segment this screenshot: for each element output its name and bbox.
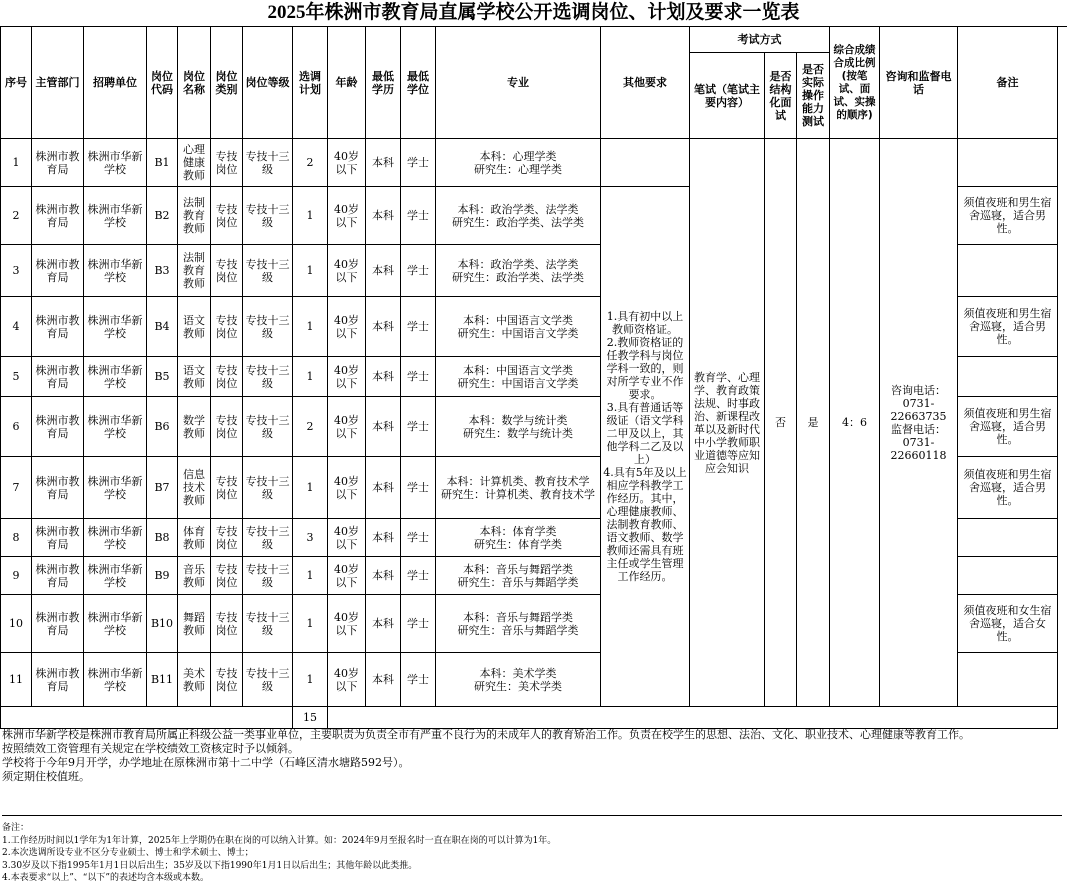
cell-plan: 1 bbox=[293, 595, 328, 653]
cell-name: 心理健康教师 bbox=[178, 139, 211, 187]
cell-remark: 须值夜班和男生宿舍巡寝，适合男性。 bbox=[958, 397, 1058, 457]
cell-code: B8 bbox=[147, 519, 178, 557]
cell-degree: 学士 bbox=[401, 139, 436, 187]
cell-seq: 9 bbox=[1, 557, 32, 595]
cell-category: 专技岗位 bbox=[211, 397, 243, 457]
cell-major: 本科：音乐与舞蹈学类 研究生：音乐与舞蹈学类 bbox=[436, 557, 601, 595]
cell-code: B11 bbox=[147, 653, 178, 707]
cell-seq: 7 bbox=[1, 457, 32, 519]
cell-unit: 株洲市华新学校 bbox=[84, 187, 147, 245]
cell-major: 本科：中国语言文学类 研究生：中国语言文学类 bbox=[436, 297, 601, 357]
cell-category: 专技岗位 bbox=[211, 187, 243, 245]
cell-seq: 10 bbox=[1, 595, 32, 653]
cell-name: 舞蹈教师 bbox=[178, 595, 211, 653]
cell-edu: 本科 bbox=[366, 187, 401, 245]
cell-plan: 1 bbox=[293, 297, 328, 357]
note-item: 2.本次选调所设专业不区分专业硕士、博士和学术硕士、博士； bbox=[2, 848, 254, 858]
cell-plan: 2 bbox=[293, 139, 328, 187]
cell-edu: 本科 bbox=[366, 557, 401, 595]
header-exam-group: 考试方式 bbox=[690, 27, 830, 53]
cell-dept: 株洲市教育局 bbox=[32, 139, 84, 187]
note-item: 4.本表要求“以上”、“以下”的表述均含本级或本数。 bbox=[2, 873, 209, 883]
cell-major: 本科：心理学类 研究生：心理学类 bbox=[436, 139, 601, 187]
cell-dept: 株洲市教育局 bbox=[32, 595, 84, 653]
cell-dept: 株洲市教育局 bbox=[32, 457, 84, 519]
cell-level: 专技十三级 bbox=[243, 357, 293, 397]
cell-edu: 本科 bbox=[366, 397, 401, 457]
description-line: 株洲市华新学校是株洲市教育局所属正科级公益一类事业单位，主要职责为负责全市有严重不良行为的未成年人的教育矫治工作。负责在校学生的思想、法治、文化、职业技术、心理健康等教育工作。 bbox=[2, 728, 970, 741]
cell-major: 本科：计算机类、教育技术学 研究生：计算机类、教育技术学 bbox=[436, 457, 601, 519]
cell-degree: 学士 bbox=[401, 457, 436, 519]
cell-dept: 株洲市教育局 bbox=[32, 397, 84, 457]
cell-edu: 本科 bbox=[366, 139, 401, 187]
cell-remark bbox=[958, 139, 1058, 187]
notes-title: 备注： bbox=[2, 823, 30, 833]
cell-code: B10 bbox=[147, 595, 178, 653]
cell-category: 专技岗位 bbox=[211, 519, 243, 557]
positions-table bbox=[0, 26, 1058, 729]
cell-dept: 株洲市教育局 bbox=[32, 245, 84, 297]
cell-code: B9 bbox=[147, 557, 178, 595]
cell-category: 专技岗位 bbox=[211, 653, 243, 707]
cell-edu: 本科 bbox=[366, 653, 401, 707]
header-category: 岗位类别 bbox=[211, 27, 243, 139]
cell-plan: 1 bbox=[293, 457, 328, 519]
header-practical: 是否实际操作能力测试 bbox=[797, 53, 830, 139]
cell-major: 本科：政治学类、法学类 研究生：政治学类、法学类 bbox=[436, 245, 601, 297]
cell-dept: 株洲市教育局 bbox=[32, 519, 84, 557]
cell-name: 法制教育教师 bbox=[178, 245, 211, 297]
cell-edu: 本科 bbox=[366, 457, 401, 519]
total-row bbox=[1, 707, 1058, 729]
cell-level: 专技十三级 bbox=[243, 187, 293, 245]
cell-dept: 株洲市教育局 bbox=[32, 357, 84, 397]
table-body bbox=[1, 139, 1058, 707]
header-phone: 咨询和监督电话 bbox=[880, 27, 958, 139]
cell-remark bbox=[958, 519, 1058, 557]
cell-age: 40岁以下 bbox=[328, 297, 366, 357]
header-other: 其他要求 bbox=[601, 27, 690, 139]
cell-degree: 学士 bbox=[401, 595, 436, 653]
cell-unit: 株洲市华新学校 bbox=[84, 245, 147, 297]
cell-major: 本科：音乐与舞蹈学类 研究生：音乐与舞蹈学类 bbox=[436, 595, 601, 653]
note-item: 3.30岁及以下指1995年1月1日以后出生；35岁及以下指1990年1月1日以后出生；其他年龄以此类推。 bbox=[2, 860, 418, 871]
header-major: 专业 bbox=[436, 27, 601, 139]
cell-plan: 1 bbox=[293, 357, 328, 397]
cell-code: B3 bbox=[147, 245, 178, 297]
cell-remark bbox=[958, 653, 1058, 707]
header-degree: 最低学位 bbox=[401, 27, 436, 139]
cell-code: B2 bbox=[147, 187, 178, 245]
notes-section bbox=[2, 815, 1062, 885]
table-row bbox=[1, 139, 1058, 187]
cell-remark bbox=[958, 357, 1058, 397]
cell-category: 专技岗位 bbox=[211, 557, 243, 595]
cell-seq: 4 bbox=[1, 297, 32, 357]
cell-degree: 学士 bbox=[401, 357, 436, 397]
header-remark: 备注 bbox=[958, 27, 1058, 139]
cell-level: 专技十三级 bbox=[243, 557, 293, 595]
cell-level: 专技十三级 bbox=[243, 457, 293, 519]
cell-unit: 株洲市华新学校 bbox=[84, 595, 147, 653]
cell-degree: 学士 bbox=[401, 297, 436, 357]
cell-category: 专技岗位 bbox=[211, 297, 243, 357]
cell-plan: 1 bbox=[293, 653, 328, 707]
cell-degree: 学士 bbox=[401, 245, 436, 297]
cell-unit: 株洲市华新学校 bbox=[84, 397, 147, 457]
school-description bbox=[2, 728, 1062, 784]
cell-name: 语文教师 bbox=[178, 297, 211, 357]
cell-level: 专技十三级 bbox=[243, 397, 293, 457]
cell-seq: 2 bbox=[1, 187, 32, 245]
header-age: 年龄 bbox=[328, 27, 366, 139]
cell-unit: 株洲市华新学校 bbox=[84, 457, 147, 519]
cell-code: B7 bbox=[147, 457, 178, 519]
cell-degree: 学士 bbox=[401, 397, 436, 457]
cell-dept: 株洲市教育局 bbox=[32, 557, 84, 595]
cell-level: 专技十三级 bbox=[243, 245, 293, 297]
cell-code: B1 bbox=[147, 139, 178, 187]
total-plan: 15 bbox=[293, 707, 328, 729]
cell-major: 本科：美术学类 研究生：美术学类 bbox=[436, 653, 601, 707]
cell-major: 本科：数学与统计类 研究生：数学与统计类 bbox=[436, 397, 601, 457]
page-title: 2025年株洲市教育局直属学校公开选调岗位、计划及要求一览表 bbox=[0, 0, 1067, 27]
cell-name: 美术教师 bbox=[178, 653, 211, 707]
cell-level: 专技十三级 bbox=[243, 297, 293, 357]
header-structured: 是否结构化面试 bbox=[765, 53, 797, 139]
cell-category: 专技岗位 bbox=[211, 357, 243, 397]
cell-age: 40岁以下 bbox=[328, 397, 366, 457]
header-unit: 招聘单位 bbox=[84, 27, 147, 139]
cell-edu: 本科 bbox=[366, 357, 401, 397]
description-line: 须定期住校值班。 bbox=[2, 770, 90, 783]
cell-name: 音乐教师 bbox=[178, 557, 211, 595]
cell-level: 专技十三级 bbox=[243, 653, 293, 707]
cell-seq: 8 bbox=[1, 519, 32, 557]
cell-age: 40岁以下 bbox=[328, 653, 366, 707]
cell-written-content: 教育学、心理学、教育政策法规、时事政治、新课程改革以及新时代中小学教师职业道德等应知应会知识 bbox=[690, 139, 765, 707]
cell-code: B4 bbox=[147, 297, 178, 357]
cell-age: 40岁以下 bbox=[328, 139, 366, 187]
cell-age: 40岁以下 bbox=[328, 557, 366, 595]
cell-edu: 本科 bbox=[366, 245, 401, 297]
cell-plan: 3 bbox=[293, 519, 328, 557]
cell-edu: 本科 bbox=[366, 519, 401, 557]
cell-category: 专技岗位 bbox=[211, 245, 243, 297]
cell-unit: 株洲市华新学校 bbox=[84, 519, 147, 557]
cell-level: 专技十三级 bbox=[243, 595, 293, 653]
cell-seq: 6 bbox=[1, 397, 32, 457]
header-plan: 选调计划 bbox=[293, 27, 328, 139]
cell-unit: 株洲市华新学校 bbox=[84, 139, 147, 187]
cell-remark: 须值夜班和男生宿舍巡寝，适合男性。 bbox=[958, 187, 1058, 245]
cell-category: 专技岗位 bbox=[211, 595, 243, 653]
cell-age: 40岁以下 bbox=[328, 245, 366, 297]
cell-remark: 须值夜班和男生宿舍巡寝，适合男性。 bbox=[958, 457, 1058, 519]
other-requirements: 1.具有初中以上教师资格证。 2.教师资格证的任教学科与岗位学科一致的，则对所学专业不作要求。 3.具有普通话等级证（语文学科二甲及以上，其他学科二乙及以上） 4.具有5年及以上相应学科教学工作经历。其中，心理健康教师、法制教育教师、语文教师、数学教师还需具有班主任或学生管理工作经历。 bbox=[601, 187, 690, 707]
cell-name: 信息技术教师 bbox=[178, 457, 211, 519]
cell-seq: 3 bbox=[1, 245, 32, 297]
cell-structured: 否 bbox=[765, 139, 797, 707]
cell-unit: 株洲市华新学校 bbox=[84, 557, 147, 595]
cell-age: 40岁以下 bbox=[328, 457, 366, 519]
cell-degree: 学士 bbox=[401, 187, 436, 245]
cell-plan: 1 bbox=[293, 245, 328, 297]
cell-age: 40岁以下 bbox=[328, 595, 366, 653]
cell-phone: 咨询电话：0731-22663735 监督电话：0731-22660118 bbox=[880, 139, 958, 707]
cell-name: 法制教育教师 bbox=[178, 187, 211, 245]
cell-age: 40岁以下 bbox=[328, 357, 366, 397]
notes-list bbox=[2, 835, 1062, 885]
cell-seq: 5 bbox=[1, 357, 32, 397]
header-row bbox=[1, 27, 1058, 53]
cell-dept: 株洲市教育局 bbox=[32, 297, 84, 357]
header-written: 笔试（笔试主要内容） bbox=[690, 53, 765, 139]
header-level: 岗位等级 bbox=[243, 27, 293, 139]
cell-plan: 1 bbox=[293, 557, 328, 595]
cell-edu: 本科 bbox=[366, 297, 401, 357]
cell-unit: 株洲市华新学校 bbox=[84, 357, 147, 397]
cell-major: 本科：中国语言文学类 研究生：中国语言文学类 bbox=[436, 357, 601, 397]
header-name: 岗位名称 bbox=[178, 27, 211, 139]
cell-major: 本科：政治学类、法学类 研究生：政治学类、法学类 bbox=[436, 187, 601, 245]
cell-category: 专技岗位 bbox=[211, 457, 243, 519]
header-seq: 序号 bbox=[1, 27, 32, 139]
cell-unit: 株洲市华新学校 bbox=[84, 297, 147, 357]
cell-name: 数学教师 bbox=[178, 397, 211, 457]
cell-remark bbox=[958, 557, 1058, 595]
cell-degree: 学士 bbox=[401, 653, 436, 707]
cell-name: 语文教师 bbox=[178, 357, 211, 397]
cell-code: B5 bbox=[147, 357, 178, 397]
description-line: 学校将于今年9月开学，办学地址在原株洲市第十二中学（石峰区清水塘路592号）。 bbox=[2, 756, 410, 769]
cell-practical: 是 bbox=[797, 139, 830, 707]
cell-major: 本科：体育学类 研究生：体育学类 bbox=[436, 519, 601, 557]
cell-name: 体育教师 bbox=[178, 519, 211, 557]
cell-age: 40岁以下 bbox=[328, 187, 366, 245]
cell-remark: 须值夜班和男生宿舍巡寝，适合男性。 bbox=[958, 297, 1058, 357]
cell-remark: 须值夜班和女生宿舍巡寝，适合女性。 bbox=[958, 595, 1058, 653]
cell-degree: 学士 bbox=[401, 519, 436, 557]
cell-plan: 1 bbox=[293, 187, 328, 245]
cell-category: 专技岗位 bbox=[211, 139, 243, 187]
cell-edu: 本科 bbox=[366, 595, 401, 653]
cell-seq: 11 bbox=[1, 653, 32, 707]
header-code: 岗位代码 bbox=[147, 27, 178, 139]
cell-age: 40岁以下 bbox=[328, 519, 366, 557]
cell-plan: 2 bbox=[293, 397, 328, 457]
header-ratio: 综合成绩合成比例(按笔试、面试、实操的顺序) bbox=[830, 27, 880, 139]
cell-degree: 学士 bbox=[401, 557, 436, 595]
cell-remark bbox=[958, 245, 1058, 297]
cell-dept: 株洲市教育局 bbox=[32, 653, 84, 707]
cell-code: B6 bbox=[147, 397, 178, 457]
cell-seq: 1 bbox=[1, 139, 32, 187]
header-dept: 主管部门 bbox=[32, 27, 84, 139]
cell-unit: 株洲市华新学校 bbox=[84, 653, 147, 707]
description-line: 按照绩效工资管理有关规定在学校绩效工资核定时予以倾斜。 bbox=[2, 742, 299, 755]
cell-dept: 株洲市教育局 bbox=[32, 187, 84, 245]
cell-level: 专技十三级 bbox=[243, 519, 293, 557]
cell-level: 专技十三级 bbox=[243, 139, 293, 187]
note-item: 1.工作经历时间以1学年为1年计算，2025年上学期仍在职在岗的可以纳入计算。如：2024年9月至报名时一直在职在岗的可以计算为1年。 bbox=[2, 835, 557, 846]
cell-ratio: 4：6 bbox=[830, 139, 880, 707]
header-edu: 最低学历 bbox=[366, 27, 401, 139]
